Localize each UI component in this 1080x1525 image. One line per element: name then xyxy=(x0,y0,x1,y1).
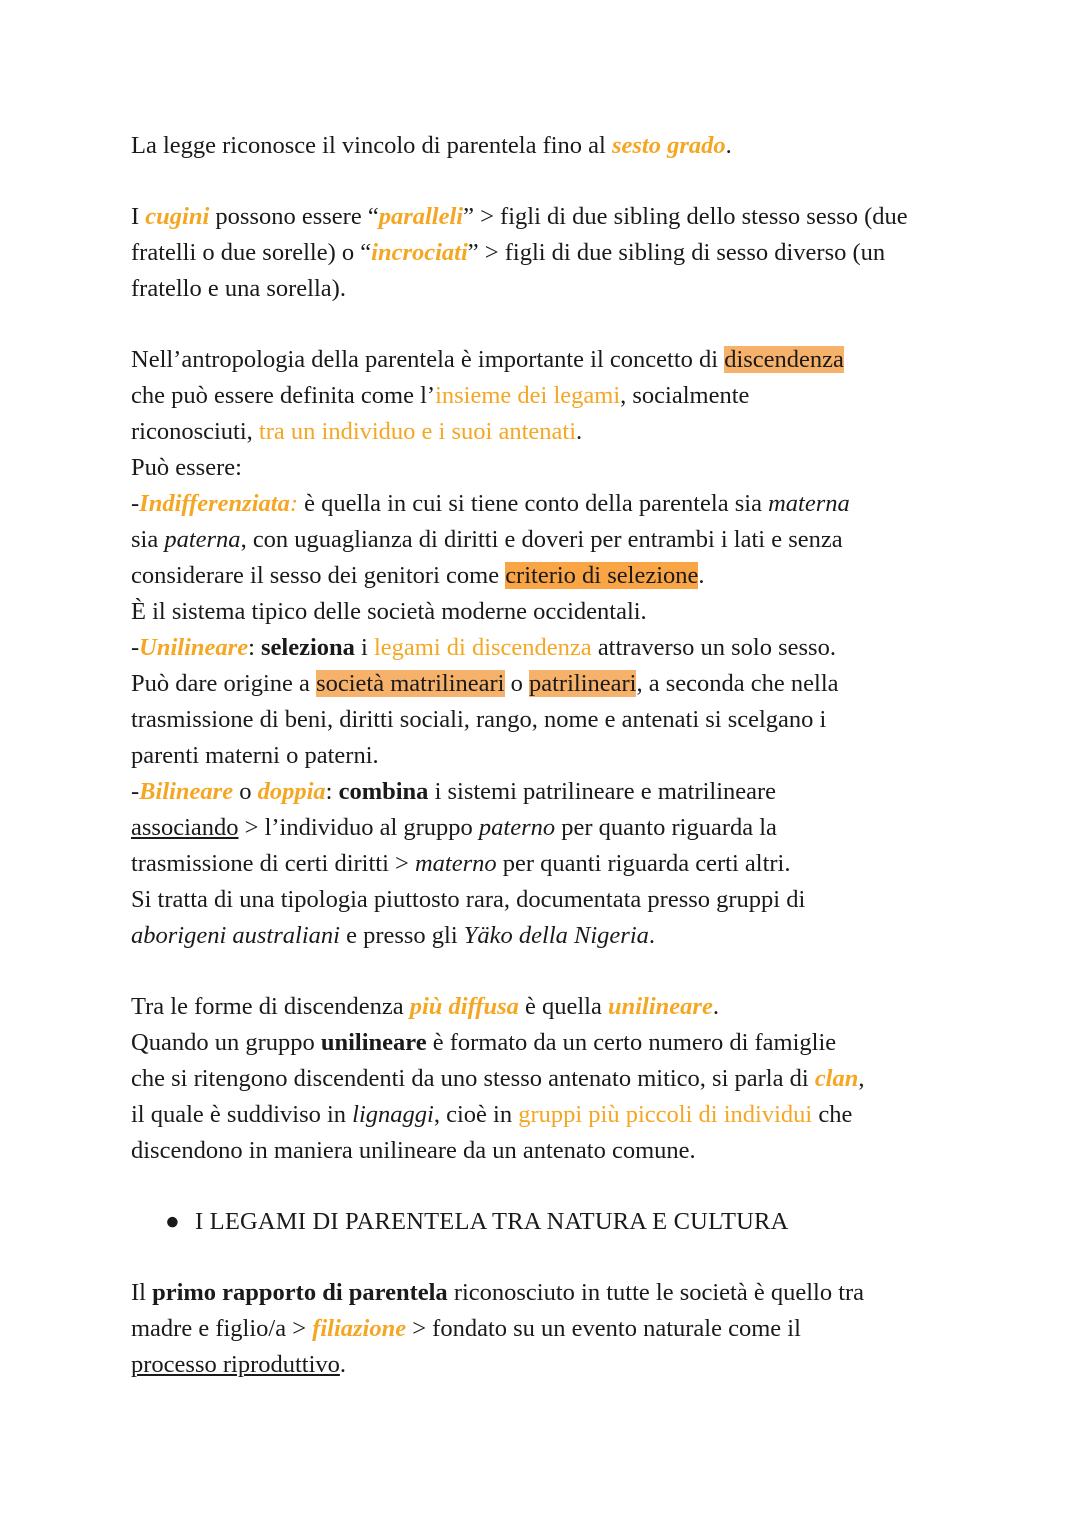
paragraph-filiazione: Il primo rapporto di parentela riconosciuto in tutte le società è quello tra madre e figlio/a > filiazione > fondato su un evento naturale come il processo riproduttivo. xyxy=(131,1279,865,1378)
term-filiazione: filiazione xyxy=(312,1315,407,1342)
highlight-criterio: criterio di selezione xyxy=(505,562,699,589)
term-cugini: cugini xyxy=(145,203,210,230)
highlight-discendenza: discendenza xyxy=(724,346,844,373)
highlight-patrilineari: patrilineari xyxy=(529,670,637,697)
term-doppia: doppia xyxy=(257,778,326,805)
paragraph-unilineare: Tra le forme di discendenza più diffusa è quella unilineare. Quando un gruppo unilineare è formato da un certo numero di famiglie che si ritengono discendenti da uno stesso antenato mitico, si parla di clan, il quale è suddiviso in lignaggi, cioè in gruppi più piccoli di individui che discendono in maniera unilineare da un antenato comune. xyxy=(131,993,865,1164)
paragraph-cugini: I cugini possono essere “paralleli” > figli di due sibling dello stesso sesso (due fratelli o due sorelle) o “incrociati” > figli di due sibling di sesso diverso (un fratello e una sorella). xyxy=(131,203,908,302)
term-clan: clan xyxy=(814,1065,859,1092)
term-paralleli: paralleli xyxy=(378,203,464,230)
term-incrociati: incrociati xyxy=(371,239,468,266)
highlight-matrilineari: società matrilineari xyxy=(316,670,505,697)
term-bilineare: Bilineare xyxy=(139,778,234,805)
bullet-icon: ● xyxy=(165,1208,180,1235)
document-page xyxy=(131,128,961,1383)
section-heading: I LEGAMI DI PARENTELA TRA NATURA E CULTURA xyxy=(195,1208,789,1235)
term-sesto-grado: sesto grado xyxy=(611,132,726,159)
term-indifferenziata: Indifferenziata xyxy=(139,490,290,517)
paragraph-sesto-grado: La legge riconosce il vincolo di parentela fino al sesto grado. xyxy=(131,132,732,159)
paragraph-discendenza: Nell’antropologia della parentela è importante il concetto di discendenza che può essere definita come l’insieme dei legami, socialmente riconosciuti, tra un individuo e i suoi antenati. Può essere: -Indifferenziata: è quella in cui si tiene conto della parentela sia materna sia paterna, con uguaglianza di diritti e doveri per entrambi i lati e senza considerare il sesso dei genitori come criterio di selezione. È il sistema tipico delle società moderne occidentali. -Unilineare: seleziona i legami di discendenza attraverso un solo sesso. Può dare origine a società matrilineari o patrilineari, a seconda che nella trasmissione di beni, diritti sociali, rango, nome e antenati si scelgano i parenti materni o paterni. -Bilineare o doppia: combina i sistemi patrilineare e matrilineare associando > l’individuo al gruppo paterno per quanto riguarda la trasmissione di certi diritti > materno per quanti riguarda certi altri. Si tratta di una tipologia piuttosto rara, documentata presso gruppi di aborigeni australiani e presso gli Yäko della Nigeria. xyxy=(131,346,850,949)
section-heading-bullet xyxy=(165,1204,961,1240)
term-unilineare: Unilineare xyxy=(139,634,249,661)
